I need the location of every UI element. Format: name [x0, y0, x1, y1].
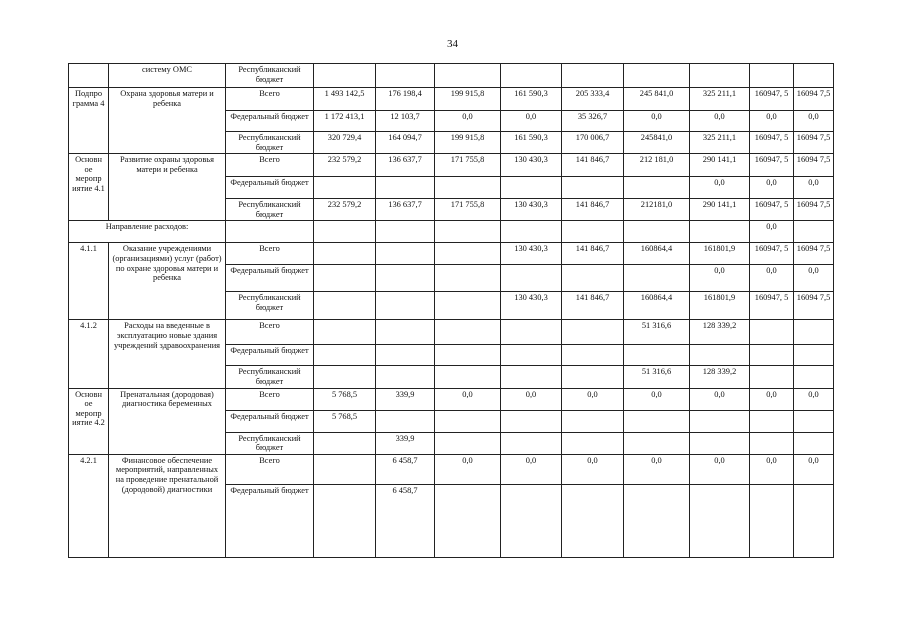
value-cell: 199 915,8 — [435, 132, 501, 154]
value-cell — [562, 64, 624, 88]
program-name-cell: Оказание учреждениями (организациями) услуг (работ) по охране здоровья матери и ребенка — [109, 243, 226, 320]
value-cell: 51 316,6 — [624, 366, 690, 388]
value-cell: 5 768,5 — [314, 410, 376, 432]
value-cell — [501, 221, 562, 243]
value-cell: 0,0 — [624, 454, 690, 484]
value-cell: 161801,9 — [690, 243, 750, 265]
value-cell — [562, 177, 624, 199]
value-cell — [562, 366, 624, 388]
program-name-cell: Охрана здоровья матери и ребенка — [109, 88, 226, 154]
value-cell: 0,0 — [690, 388, 750, 410]
budget-table — [68, 63, 834, 558]
table-body — [69, 64, 834, 558]
value-cell: 0,0 — [750, 177, 794, 199]
value-cell — [314, 345, 376, 366]
value-cell — [376, 265, 435, 292]
table-row — [69, 154, 834, 177]
value-cell: 290 141,1 — [690, 199, 750, 221]
program-name-cell: Расходы на введенные в эксплуатацию новые здания учреждений здравоохранения — [109, 320, 226, 388]
value-cell: 16094 7,5 — [794, 243, 834, 265]
value-cell: 0,0 — [690, 111, 750, 132]
value-cell: 1 493 142,5 — [314, 88, 376, 111]
value-cell — [435, 345, 501, 366]
value-cell — [501, 484, 562, 557]
funding-source-cell: Всего — [226, 388, 314, 410]
value-cell: 212 181,0 — [624, 154, 690, 177]
value-cell — [794, 484, 834, 557]
value-cell: 16094 7,5 — [794, 132, 834, 154]
value-cell: 325 211,1 — [690, 88, 750, 111]
value-cell: 0,0 — [435, 454, 501, 484]
value-cell: 205 333,4 — [562, 88, 624, 111]
value-cell — [501, 320, 562, 345]
table-row — [69, 64, 834, 88]
program-name-cell: Финансовое обеспечение мероприятий, направленных на проведение пренатальной (дородовой) диагностики — [109, 454, 226, 557]
value-cell: 0,0 — [435, 111, 501, 132]
funding-source-cell: Республиканский бюджет — [226, 292, 314, 320]
value-cell: 35 326,7 — [562, 111, 624, 132]
value-cell: 171 755,8 — [435, 199, 501, 221]
program-code-cell: Основн ое меропр иятие 4.2 — [69, 388, 109, 454]
value-cell — [314, 64, 376, 88]
value-cell: 325 211,1 — [690, 132, 750, 154]
value-cell: 0,0 — [690, 454, 750, 484]
value-cell: 164 094,7 — [376, 132, 435, 154]
table-row — [69, 320, 834, 345]
value-cell — [376, 177, 435, 199]
value-cell: 176 198,4 — [376, 88, 435, 111]
table-row — [69, 454, 834, 484]
value-cell: 16094 7,5 — [794, 154, 834, 177]
value-cell — [624, 345, 690, 366]
value-cell — [624, 410, 690, 432]
value-cell: 16094 7,5 — [794, 88, 834, 111]
value-cell — [794, 345, 834, 366]
funding-source-cell: Республиканский бюджет — [226, 366, 314, 388]
program-name-cell: систему ОМС — [109, 64, 226, 88]
value-cell: 339,9 — [376, 388, 435, 410]
value-cell — [794, 64, 834, 88]
value-cell: 0,0 — [435, 388, 501, 410]
value-cell: 0,0 — [794, 177, 834, 199]
value-cell — [376, 366, 435, 388]
value-cell: 339,9 — [376, 432, 435, 454]
direction-label-cell: Направление расходов: — [69, 221, 226, 243]
table-row — [69, 388, 834, 410]
value-cell: 0,0 — [690, 177, 750, 199]
value-cell: 16094 7,5 — [794, 292, 834, 320]
value-cell — [314, 221, 376, 243]
value-cell: 160947, 5 — [750, 132, 794, 154]
value-cell — [376, 345, 435, 366]
funding-source-cell: Федеральный бюджет — [226, 111, 314, 132]
value-cell: 170 006,7 — [562, 132, 624, 154]
value-cell — [794, 432, 834, 454]
value-cell — [690, 410, 750, 432]
value-cell: 0,0 — [794, 388, 834, 410]
value-cell — [501, 265, 562, 292]
value-cell — [435, 221, 501, 243]
value-cell — [562, 410, 624, 432]
value-cell — [435, 320, 501, 345]
value-cell — [690, 345, 750, 366]
funding-source-cell: Всего — [226, 454, 314, 484]
value-cell — [376, 292, 435, 320]
value-cell: 0,0 — [624, 388, 690, 410]
table-row — [69, 221, 834, 243]
value-cell — [690, 221, 750, 243]
funding-source-cell: Республиканский бюджет — [226, 132, 314, 154]
value-cell: 6 458,7 — [376, 484, 435, 557]
value-cell — [750, 484, 794, 557]
value-cell — [562, 432, 624, 454]
value-cell: 1 172 413,1 — [314, 111, 376, 132]
value-cell: 160947, 5 — [750, 154, 794, 177]
value-cell: 245841,0 — [624, 132, 690, 154]
value-cell — [624, 484, 690, 557]
value-cell: 0,0 — [794, 265, 834, 292]
funding-source-cell: Всего — [226, 154, 314, 177]
value-cell — [376, 221, 435, 243]
value-cell: 141 846,7 — [562, 154, 624, 177]
value-cell: 130 430,3 — [501, 243, 562, 265]
table-row — [69, 243, 834, 265]
value-cell: 0,0 — [750, 111, 794, 132]
value-cell — [501, 177, 562, 199]
value-cell: 5 768,5 — [314, 388, 376, 410]
value-cell — [314, 292, 376, 320]
value-cell — [750, 320, 794, 345]
value-cell: 199 915,8 — [435, 88, 501, 111]
value-cell: 0,0 — [794, 454, 834, 484]
funding-source-cell: Всего — [226, 243, 314, 265]
value-cell: 0,0 — [501, 111, 562, 132]
value-cell — [624, 265, 690, 292]
value-cell — [501, 64, 562, 88]
value-cell: 0,0 — [562, 454, 624, 484]
program-code-cell: Основн ое меропр иятие 4.1 — [69, 154, 109, 221]
funding-source-cell: Республиканский бюджет — [226, 64, 314, 88]
value-cell — [794, 221, 834, 243]
value-cell: 245 841,0 — [624, 88, 690, 111]
funding-source-cell: Республиканский бюджет — [226, 432, 314, 454]
value-cell: 160947, 5 — [750, 88, 794, 111]
value-cell — [435, 265, 501, 292]
value-cell: 171 755,8 — [435, 154, 501, 177]
value-cell — [435, 64, 501, 88]
value-cell — [750, 64, 794, 88]
value-cell: 136 637,7 — [376, 154, 435, 177]
value-cell — [562, 221, 624, 243]
program-code-cell: Подпро грамма 4 — [69, 88, 109, 154]
value-cell — [562, 320, 624, 345]
table-row — [69, 88, 834, 111]
value-cell — [750, 366, 794, 388]
funding-source-cell: Федеральный бюджет — [226, 177, 314, 199]
program-name-cell: Развитие охраны здоровья матери и ребенка — [109, 154, 226, 221]
value-cell: 0,0 — [794, 111, 834, 132]
value-cell — [376, 64, 435, 88]
value-cell: 12 103,7 — [376, 111, 435, 132]
program-code-cell — [69, 64, 109, 88]
value-cell — [794, 410, 834, 432]
value-cell: 0,0 — [562, 388, 624, 410]
funding-source-cell: Федеральный бюджет — [226, 265, 314, 292]
value-cell: 128 339,2 — [690, 366, 750, 388]
value-cell — [376, 243, 435, 265]
value-cell — [435, 432, 501, 454]
value-cell — [501, 432, 562, 454]
value-cell — [501, 366, 562, 388]
value-cell — [501, 410, 562, 432]
value-cell: 160947, 5 — [750, 292, 794, 320]
program-code-cell: 4.2.1 — [69, 454, 109, 557]
value-cell — [501, 345, 562, 366]
value-cell — [435, 366, 501, 388]
value-cell: 141 846,7 — [562, 243, 624, 265]
value-cell: 0,0 — [750, 265, 794, 292]
funding-source-cell: Всего — [226, 88, 314, 111]
program-name-cell: Пренатальная (дородовая) диагностика беременных — [109, 388, 226, 454]
value-cell: 141 846,7 — [562, 292, 624, 320]
value-cell: 16094 7,5 — [794, 199, 834, 221]
value-cell — [314, 484, 376, 557]
value-cell — [562, 265, 624, 292]
value-cell — [435, 410, 501, 432]
value-cell — [750, 345, 794, 366]
value-cell: 160947, 5 — [750, 199, 794, 221]
funding-source-cell: Всего — [226, 320, 314, 345]
value-cell — [750, 432, 794, 454]
value-cell — [314, 366, 376, 388]
value-cell — [624, 177, 690, 199]
funding-source-cell: Федеральный бюджет — [226, 410, 314, 432]
value-cell — [690, 64, 750, 88]
funding-source-cell: Республиканский бюджет — [226, 199, 314, 221]
value-cell: 320 729,4 — [314, 132, 376, 154]
value-cell — [690, 432, 750, 454]
value-cell — [624, 221, 690, 243]
value-cell: 0,0 — [501, 454, 562, 484]
value-cell: 0,0 — [750, 454, 794, 484]
value-cell — [624, 64, 690, 88]
funding-source-cell — [226, 221, 314, 243]
value-cell: 0,0 — [624, 111, 690, 132]
value-cell — [314, 320, 376, 345]
value-cell — [435, 243, 501, 265]
funding-source-cell: Федеральный бюджет — [226, 345, 314, 366]
value-cell — [794, 320, 834, 345]
value-cell: 212181,0 — [624, 199, 690, 221]
value-cell — [376, 410, 435, 432]
value-cell: 161 590,3 — [501, 88, 562, 111]
value-cell: 0,0 — [501, 388, 562, 410]
value-cell: 160864,4 — [624, 292, 690, 320]
value-cell: 51 316,6 — [624, 320, 690, 345]
value-cell: 130 430,3 — [501, 292, 562, 320]
value-cell: 232 579,2 — [314, 154, 376, 177]
value-cell — [794, 366, 834, 388]
value-cell — [314, 454, 376, 484]
value-cell — [314, 177, 376, 199]
value-cell: 290 141,1 — [690, 154, 750, 177]
value-cell — [624, 432, 690, 454]
value-cell: 141 846,7 — [562, 199, 624, 221]
value-cell: 0,0 — [750, 388, 794, 410]
value-cell: 161801,9 — [690, 292, 750, 320]
value-cell — [562, 345, 624, 366]
value-cell: 161 590,3 — [501, 132, 562, 154]
value-cell: 136 637,7 — [376, 199, 435, 221]
value-cell: 128 339,2 — [690, 320, 750, 345]
value-cell: 130 430,3 — [501, 154, 562, 177]
value-cell — [750, 410, 794, 432]
value-cell — [690, 484, 750, 557]
program-code-cell: 4.1.2 — [69, 320, 109, 388]
value-cell: 130 430,3 — [501, 199, 562, 221]
value-cell: 160864,4 — [624, 243, 690, 265]
value-cell — [314, 432, 376, 454]
value-cell: 160947, 5 — [750, 243, 794, 265]
value-cell — [435, 484, 501, 557]
value-cell: 232 579,2 — [314, 199, 376, 221]
value-cell: 0,0 — [750, 221, 794, 243]
value-cell — [562, 484, 624, 557]
value-cell — [376, 320, 435, 345]
value-cell: 0,0 — [690, 265, 750, 292]
value-cell — [314, 243, 376, 265]
value-cell — [314, 265, 376, 292]
value-cell — [435, 292, 501, 320]
program-code-cell: 4.1.1 — [69, 243, 109, 320]
value-cell: 6 458,7 — [376, 454, 435, 484]
funding-source-cell: Федеральный бюджет — [226, 484, 314, 557]
page-number: 34 — [447, 38, 458, 50]
value-cell — [435, 177, 501, 199]
